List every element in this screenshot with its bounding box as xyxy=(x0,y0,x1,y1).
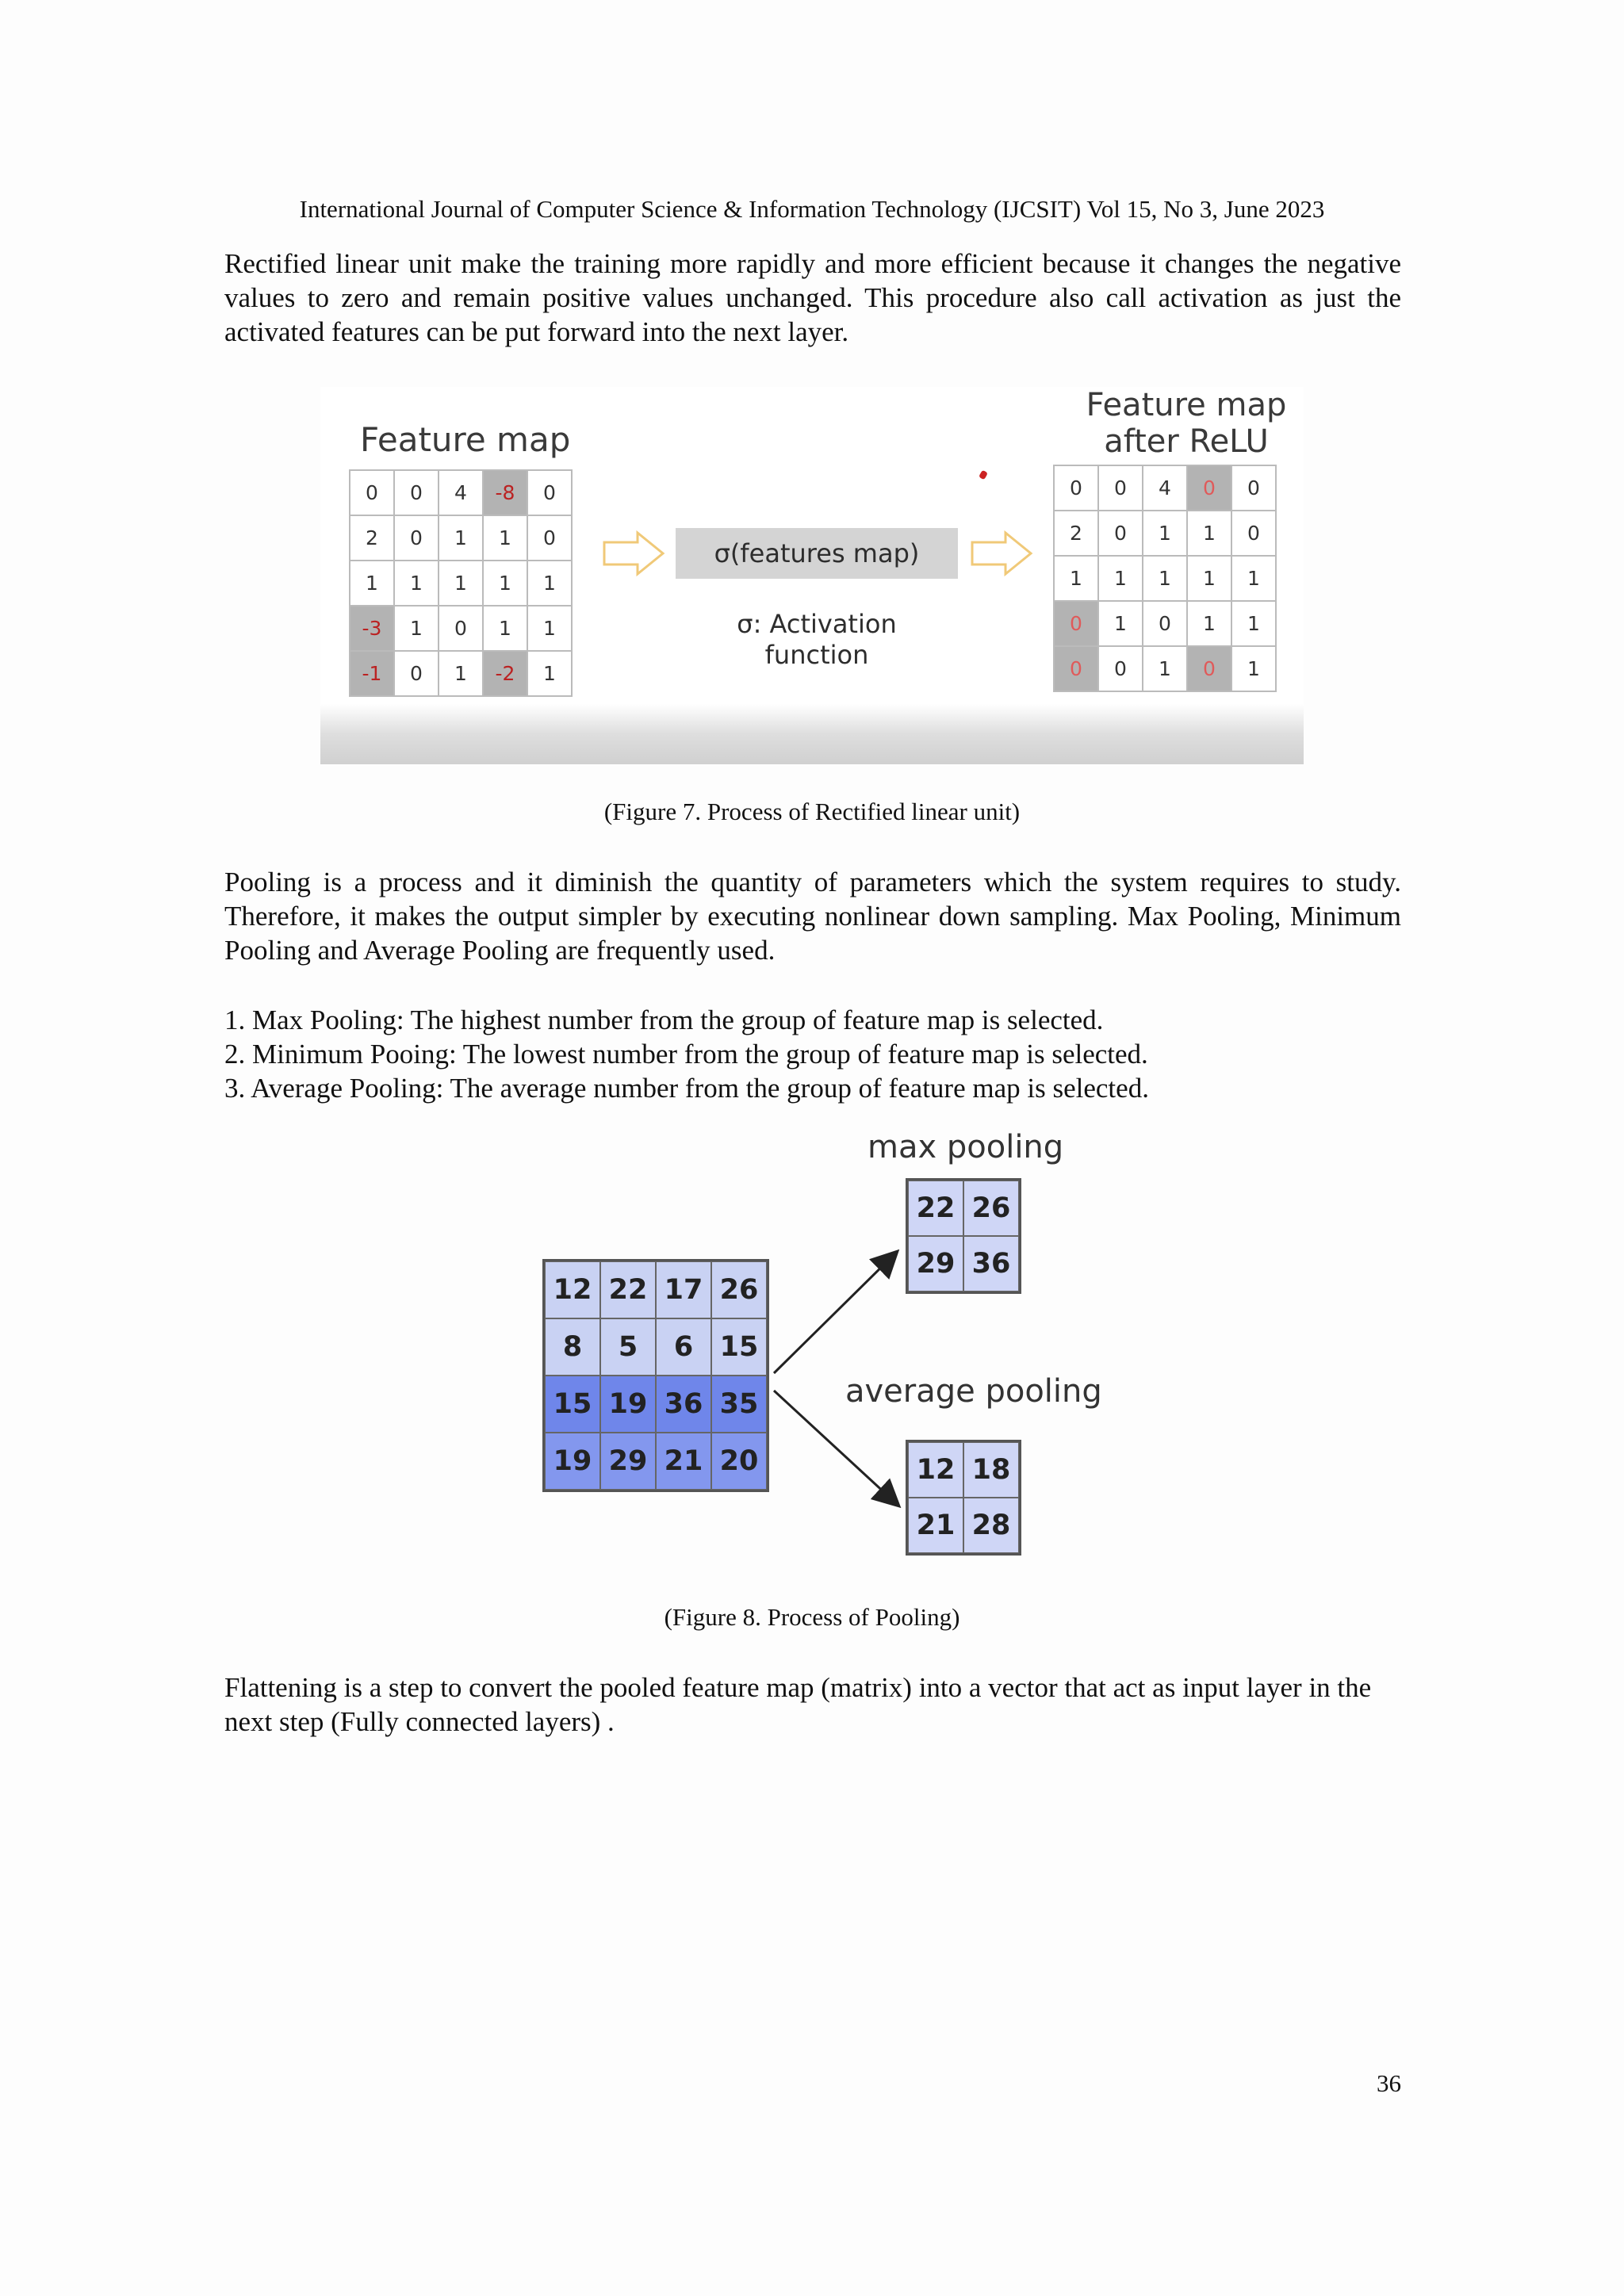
feature-map-title: Feature map xyxy=(360,420,571,459)
matrix-cell: -8 xyxy=(484,471,528,516)
paragraph-relu: Rectified linear unit make the training more rapidly and more efficient because it changes the negative values to zero and remain positive values unchanged. This procedure also call activation as just the activated features can be put forward into the next layer. xyxy=(224,248,1401,347)
matrix-cell: 0 xyxy=(1188,466,1232,511)
pooling-input-cell: 36 xyxy=(656,1376,711,1433)
figure-7-relu xyxy=(320,387,1304,764)
pooling-input-cell: 12 xyxy=(545,1261,600,1318)
matrix-cell: -2 xyxy=(484,652,528,697)
matrix-cell: 1 xyxy=(1188,557,1232,602)
matrix-cell: 1 xyxy=(1143,511,1188,557)
matrix-cell: 1 xyxy=(484,516,528,561)
pooling-types-list xyxy=(224,1003,1401,1105)
figure-8-caption: (Figure 8. Process of Pooling) xyxy=(664,1603,960,1631)
pooling-output-cell: 29 xyxy=(908,1236,963,1292)
after-relu-title-line-1: Feature map xyxy=(1086,387,1287,423)
page-number: 36 xyxy=(1377,2069,1401,2097)
matrix-cell: 1 xyxy=(439,561,484,607)
matrix-cell: 0 xyxy=(1099,466,1143,511)
matrix-cell: 0 xyxy=(1055,466,1099,511)
figure-8-pooling xyxy=(539,1126,1110,1562)
activation-line-1: σ: Activation xyxy=(737,609,897,639)
pooling-input-cell: 26 xyxy=(711,1261,767,1318)
hollow-arrow-right xyxy=(972,533,1031,574)
pooling-output-cell: 21 xyxy=(908,1498,963,1553)
matrix-cell: 1 xyxy=(1232,647,1277,692)
pooling-input-cell: 22 xyxy=(600,1261,656,1318)
pooling-output-cell: 12 xyxy=(908,1442,963,1498)
matrix-cell: 1 xyxy=(350,561,395,607)
matrix-cell: 0 xyxy=(528,516,573,561)
hollow-arrow-left xyxy=(604,533,663,574)
matrix-cell: 4 xyxy=(439,471,484,516)
paragraph-flattening: Flattening is a step to convert the pooled feature map (matrix) into a vector that act as input layer in the next step (Fully connected layers) . xyxy=(224,1672,1372,1737)
figure-7-caption: (Figure 7. Process of Rectified linear unit) xyxy=(603,798,1021,825)
pooling-input-cell: 15 xyxy=(545,1376,600,1433)
pooling-output-cell: 18 xyxy=(963,1442,1019,1498)
pooling-input-cell: 5 xyxy=(600,1318,656,1376)
pooling-input-cell: 19 xyxy=(600,1376,656,1433)
input-feature-map-grid xyxy=(349,469,573,697)
matrix-cell: 4 xyxy=(1143,466,1188,511)
activation-function-label xyxy=(676,609,958,671)
matrix-cell: 1 xyxy=(395,607,439,652)
pooling-input-cell: 19 xyxy=(545,1433,600,1490)
pooling-output-cell: 26 xyxy=(963,1181,1019,1236)
matrix-cell: 1 xyxy=(1232,602,1277,647)
matrix-cell: 0 xyxy=(1055,602,1099,647)
pooling-output-cell: 22 xyxy=(908,1181,963,1236)
pooling-arrows xyxy=(539,1126,1110,1562)
matrix-cell: 0 xyxy=(350,471,395,516)
pooling-input-cell: 15 xyxy=(711,1318,767,1376)
pooling-input-cell: 21 xyxy=(656,1433,711,1490)
matrix-cell: 0 xyxy=(1099,647,1143,692)
matrix-cell: 0 xyxy=(1143,602,1188,647)
matrix-cell: 2 xyxy=(1055,511,1099,557)
matrix-cell: 0 xyxy=(1232,466,1277,511)
pooling-input-cell: 20 xyxy=(711,1433,767,1490)
matrix-cell: 1 xyxy=(1143,647,1188,692)
list-item: 1. Max Pooling: The highest number from the group of feature map is selected. xyxy=(224,1004,1104,1035)
matrix-cell: 1 xyxy=(1055,557,1099,602)
matrix-cell: 1 xyxy=(528,652,573,697)
pooling-input-cell: 6 xyxy=(656,1318,711,1376)
matrix-cell: 1 xyxy=(484,561,528,607)
matrix-cell: 0 xyxy=(1188,647,1232,692)
matrix-cell: 1 xyxy=(1143,557,1188,602)
matrix-cell: 1 xyxy=(528,607,573,652)
matrix-cell: 2 xyxy=(350,516,395,561)
matrix-cell: 1 xyxy=(1099,557,1143,602)
list-item: 2. Minimum Pooing: The lowest number from the group of feature map is selected. xyxy=(224,1039,1148,1070)
activation-function-box: σ(features map) xyxy=(676,528,958,579)
pooling-output-cell: 36 xyxy=(963,1236,1019,1292)
matrix-cell: 0 xyxy=(395,652,439,697)
feature-map-after-relu-title xyxy=(1083,387,1289,460)
matrix-cell: 1 xyxy=(1232,557,1277,602)
arrow-to-max-pooling xyxy=(774,1253,896,1373)
matrix-cell: -1 xyxy=(350,652,395,697)
matrix-cell: 0 xyxy=(439,607,484,652)
pooling-input-cell: 17 xyxy=(656,1261,711,1318)
matrix-cell: -3 xyxy=(350,607,395,652)
matrix-cell: 0 xyxy=(1055,647,1099,692)
matrix-cell: 0 xyxy=(528,471,573,516)
matrix-cell: 0 xyxy=(395,471,439,516)
matrix-cell: 0 xyxy=(1099,511,1143,557)
pooling-input-cell: 8 xyxy=(545,1318,600,1376)
matrix-cell: 1 xyxy=(1188,511,1232,557)
matrix-cell: 0 xyxy=(1232,511,1277,557)
after-relu-title-line-2: after ReLU xyxy=(1104,423,1269,460)
pooling-output-cell: 28 xyxy=(963,1498,1019,1553)
activation-line-2: function xyxy=(764,640,869,670)
matrix-cell: 1 xyxy=(1099,602,1143,647)
matrix-cell: 1 xyxy=(395,561,439,607)
pooling-input-cell: 35 xyxy=(711,1376,767,1433)
paragraph-pooling: Pooling is a process and it diminish the quantity of parameters which the system requires to study. Therefore, it makes the output simpler by executing nonlinear down sampling. Max Pooling, Minimum Pooling and Average Pooling are frequently used. xyxy=(224,867,1401,966)
max-pooling-label: max pooling xyxy=(868,1129,1064,1165)
average-pooling-label: average pooling xyxy=(845,1373,1102,1410)
matrix-cell: 1 xyxy=(439,516,484,561)
running-header: International Journal of Computer Science & Information Technology (IJCSIT) Vol 15, No 3, June 2023 xyxy=(299,195,1325,223)
average-pooling-output-grid xyxy=(906,1440,1021,1556)
matrix-cell: 1 xyxy=(528,561,573,607)
matrix-cell: 1 xyxy=(439,652,484,697)
matrix-cell: 1 xyxy=(1188,602,1232,647)
pooling-input-cell: 29 xyxy=(600,1433,656,1490)
matrix-cell: 1 xyxy=(484,607,528,652)
matrix-cell: 0 xyxy=(395,516,439,561)
list-item: 3. Average Pooling: The average number from the group of feature map is selected. xyxy=(224,1073,1149,1104)
output-feature-map-grid xyxy=(1053,465,1277,692)
